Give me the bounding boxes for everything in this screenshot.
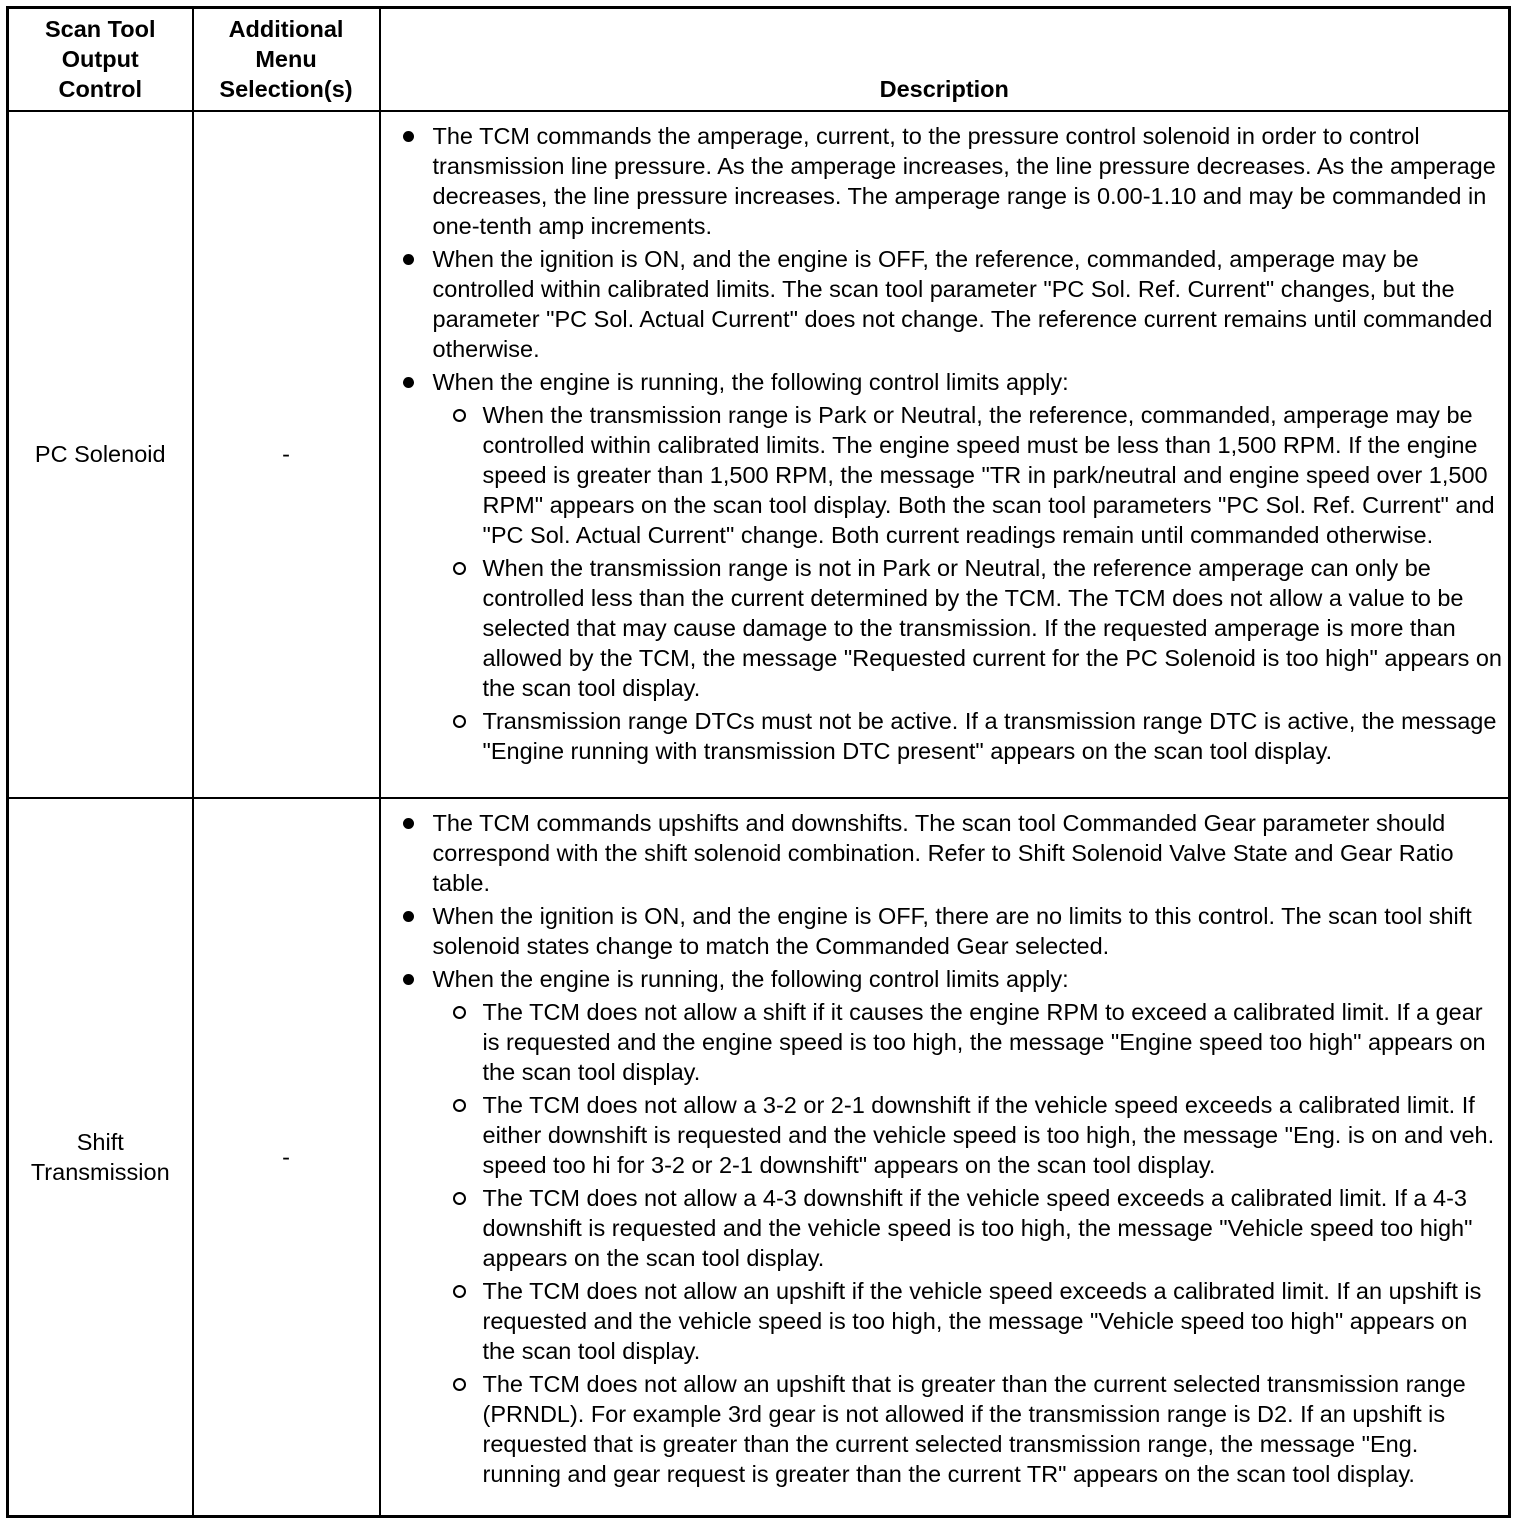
- control-name-cell: [8, 798, 193, 1517]
- header-line: Menu: [255, 45, 317, 72]
- control-name-cell: PC Solenoid: [8, 111, 193, 798]
- sub-list-item: When the transmission range is Park or Neutral, the reference, commanded, amperage may be controlled within calibrated limits. The engine speed must be less than 1,500 RPM. If the engine speed is greater than 1,500 RPM, the message "TR in park/neutral and engine speed over 1,500 RPM" appears on the scan tool display. Both the scan tool parameters "PC Sol. Ref. Current" and "PC Sol. Actual Current" change. Both current readings remain until commanded otherwise.: [381, 400, 1503, 550]
- description-list: [381, 808, 1503, 1489]
- scan-tool-output-control-table: [6, 6, 1511, 1518]
- sub-list-item: The TCM does not allow a 3-2 or 2-1 downshift if the vehicle speed exceeds a calibrated limit. If either downshift is requested and the vehicle speed is too high, the message "Eng. is on and veh. speed too hi for 3-2 or 2-1 downshift" appears on the scan tool display.: [381, 1090, 1503, 1180]
- header-line: Scan Tool: [44, 15, 156, 42]
- description-list: [381, 121, 1503, 766]
- description-cell: [380, 798, 1510, 1517]
- list-item: The TCM commands upshifts and downshifts. The scan tool Commanded Gear parameter should correspond with the shift solenoid combination. Refer to Shift Solenoid Valve State and Gear Ratio table.: [381, 808, 1503, 898]
- header-line: Additional: [228, 15, 344, 42]
- header-line: Control: [58, 75, 143, 102]
- header-line: Selection(s): [219, 75, 353, 102]
- control-name-text: Shift Transmission: [30, 1128, 170, 1185]
- header-row: [8, 8, 1510, 111]
- table-row-shift-transmission: [8, 798, 1510, 1517]
- header-description: [380, 8, 1510, 111]
- table-row-pc-solenoid: [8, 111, 1510, 798]
- sub-list-item: The TCM does not allow a 4-3 downshift if the vehicle speed exceeds a calibrated limit. If a 4-3 downshift is requested and the vehicle speed is too high, the message "Vehicle speed too high" appears on the scan tool display.: [381, 1183, 1503, 1273]
- header-line: Description: [879, 75, 1009, 102]
- description-cell: [380, 111, 1510, 798]
- sub-list-item: The TCM does not allow an upshift if the vehicle speed exceeds a calibrated limit. If an upshift is requested and the vehicle speed is too high, the message "Vehicle speed too high" appears on the scan tool display.: [381, 1276, 1503, 1366]
- header-additional-menu-selections: [193, 8, 380, 111]
- menu-selection-cell: -: [193, 111, 380, 798]
- sub-list-item: Transmission range DTCs must not be active. If a transmission range DTC is active, the message "Engine running with transmission DTC present" appears on the scan tool display.: [381, 706, 1503, 766]
- list-item: The TCM commands the amperage, current, to the pressure control solenoid in order to control transmission line pressure. As the amperage increases, the line pressure decreases. As the amperage decreases, the line pressure increases. The amperage range is 0.00-1.10 and may be commanded in one-tenth amp increments.: [381, 121, 1503, 241]
- list-item: When the engine is running, the following control limits apply:: [381, 367, 1503, 397]
- menu-selection-cell: -: [193, 798, 380, 1517]
- list-item: When the ignition is ON, and the engine is OFF, the reference, commanded, amperage may be controlled within calibrated limits. The scan tool parameter "PC Sol. Ref. Current" changes, but the parameter "PC Sol. Actual Current" does not change. The reference current remains until commanded otherwise.: [381, 244, 1503, 364]
- list-item: When the ignition is ON, and the engine is OFF, there are no limits to this control. The scan tool shift solenoid states change to match the Commanded Gear selected.: [381, 901, 1503, 961]
- sub-list-item: When the transmission range is not in Park or Neutral, the reference amperage can only be controlled less than the current determined by the TCM. The TCM does not allow a value to be selected that may cause damage to the transmission. If the requested amperage is more than allowed by the TCM, the message "Requested current for the PC Solenoid is too high" appears on the scan tool display.: [381, 553, 1503, 703]
- header-scan-tool-output-control: [8, 8, 193, 111]
- sub-list-item: The TCM does not allow an upshift that is greater than the current selected transmission range (PRNDL). For example 3rd gear is not allowed if the transmission range is D2. If an upshift is requested that is greater than the current selected transmission range, the message "Eng. running and gear request is greater than the current TR" appears on the scan tool display.: [381, 1369, 1503, 1489]
- header-line: Output: [61, 45, 139, 72]
- list-item: When the engine is running, the following control limits apply:: [381, 964, 1503, 994]
- sub-list-item: The TCM does not allow a shift if it causes the engine RPM to exceed a calibrated limit. If a gear is requested and the engine speed is too high, the message "Engine speed too high" appears on the scan tool display.: [381, 997, 1503, 1087]
